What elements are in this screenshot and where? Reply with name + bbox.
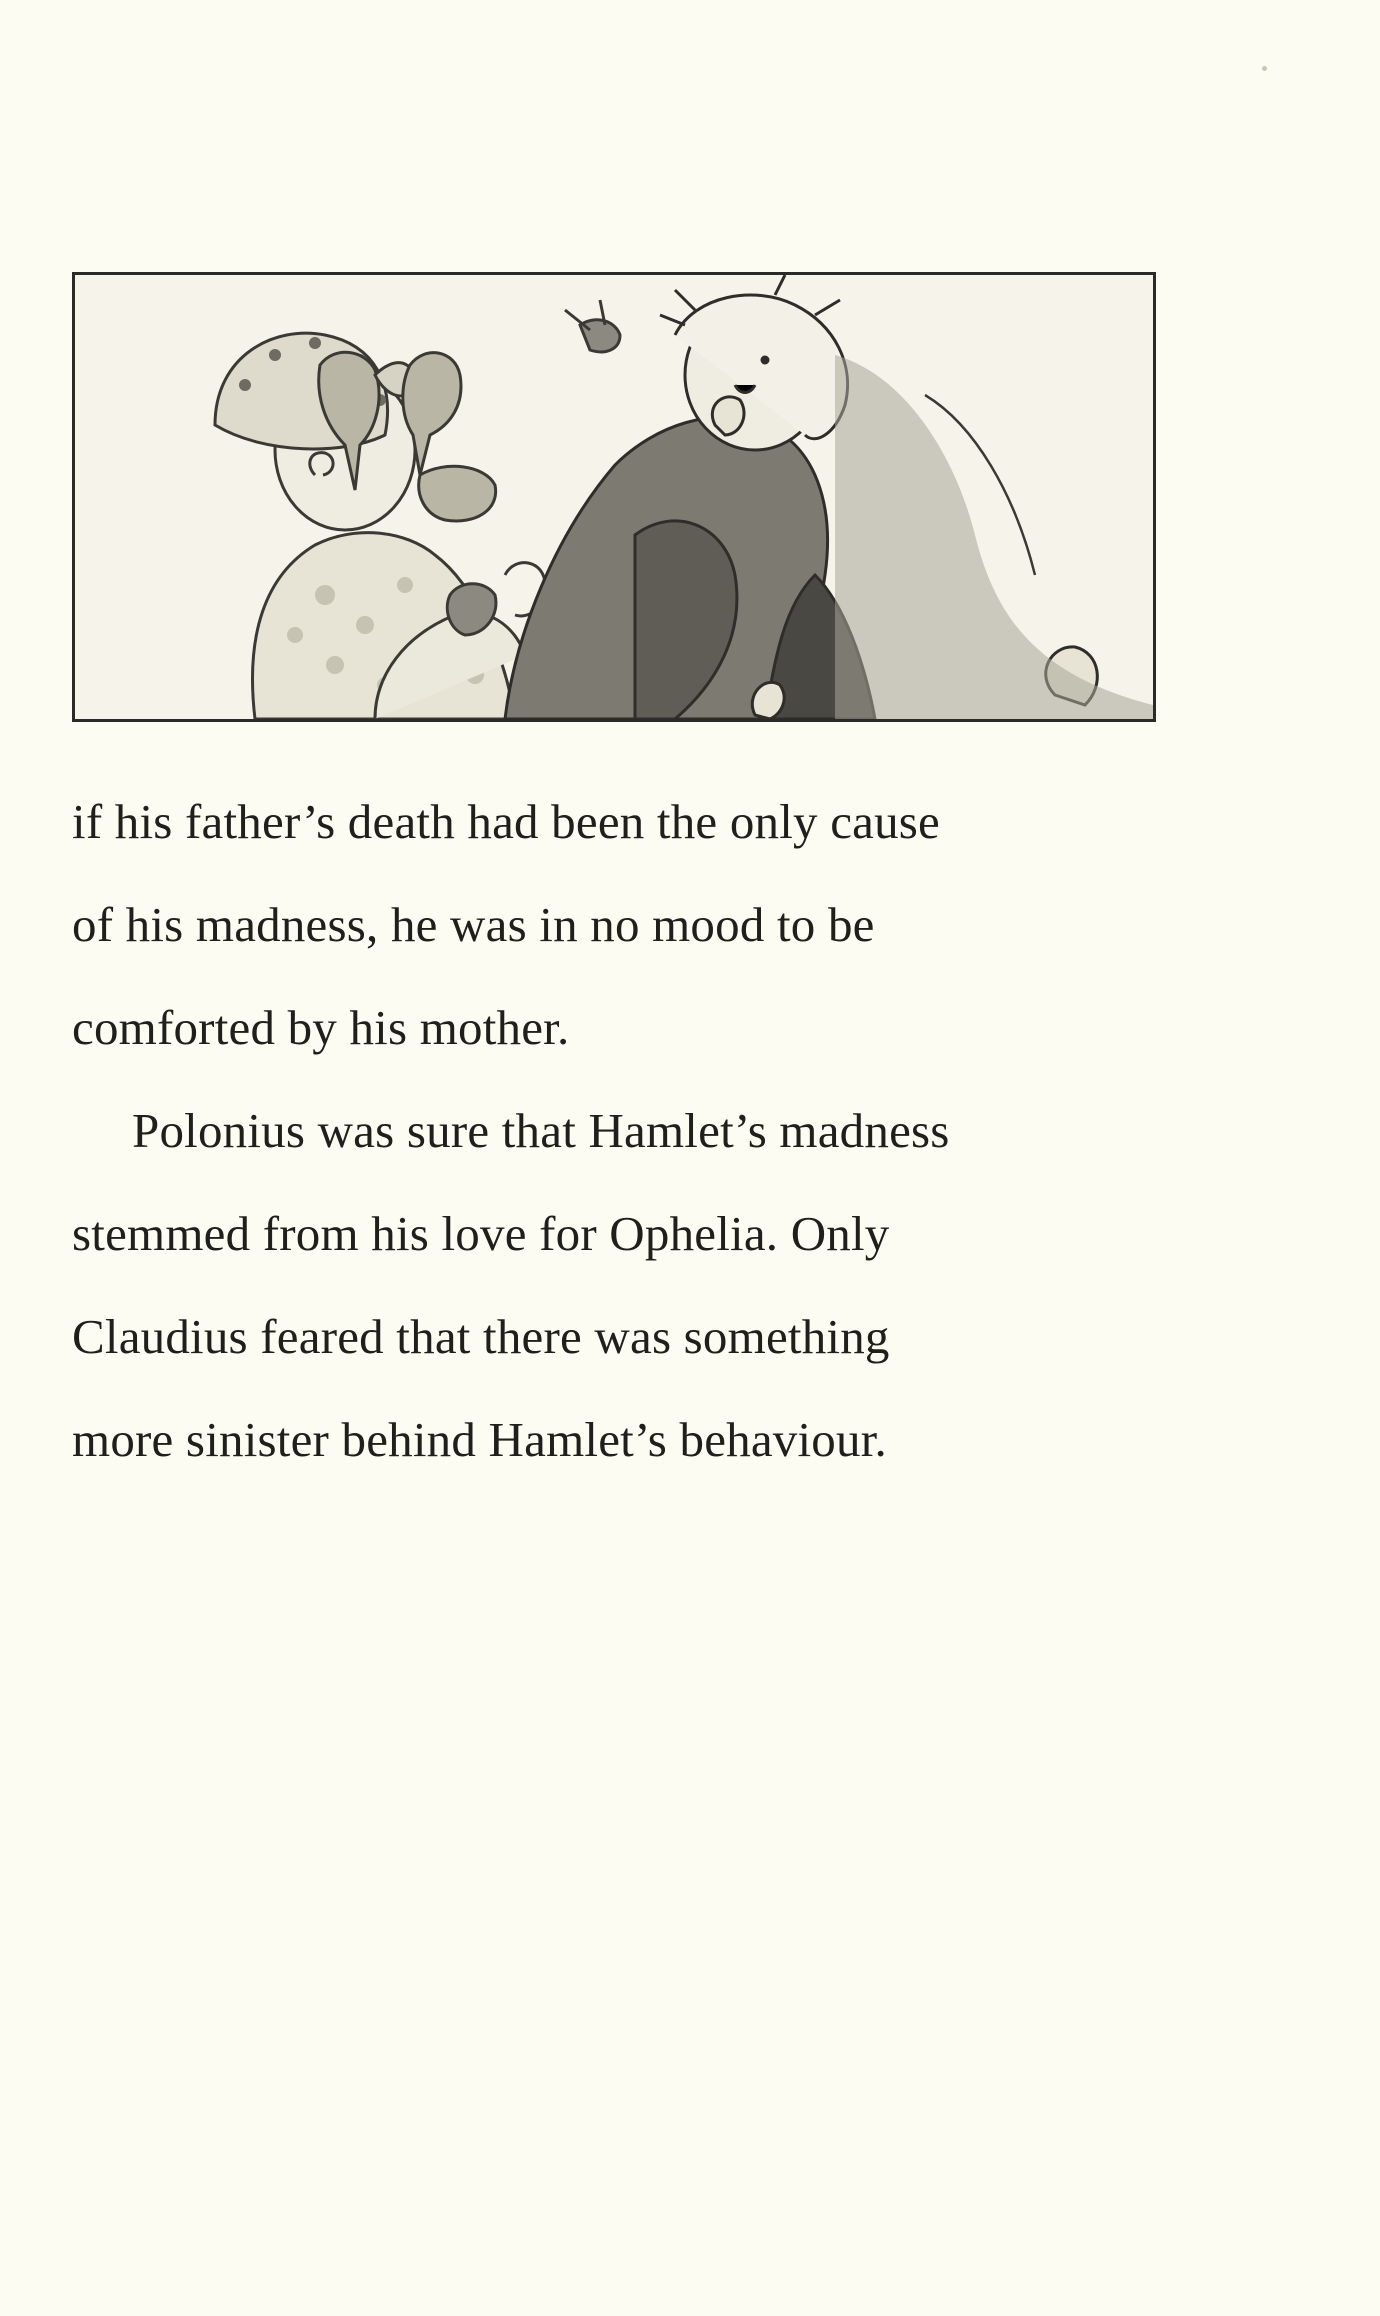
text-line: stemmed from his love for Ophelia. Only [72,1206,890,1261]
paper-speck [1262,66,1267,71]
story-illustration [72,272,1156,722]
text-line: Polonius was sure that Hamlet’s madness [132,1103,950,1158]
text-line: Claudius feared that there was something [72,1309,890,1364]
text-line: comforted by his mother. [72,1000,570,1055]
story-text [72,770,1172,1491]
paragraph-2 [72,1079,1172,1491]
text-line: more sinister behind Hamlet’s behaviour. [72,1412,887,1467]
text-line: if his father’s death had been the only cause [72,794,941,849]
text-line: of his madness, he was in no mood to be [72,897,875,952]
illustration-drawing [75,275,1153,719]
paragraph-1 [72,770,1172,1079]
